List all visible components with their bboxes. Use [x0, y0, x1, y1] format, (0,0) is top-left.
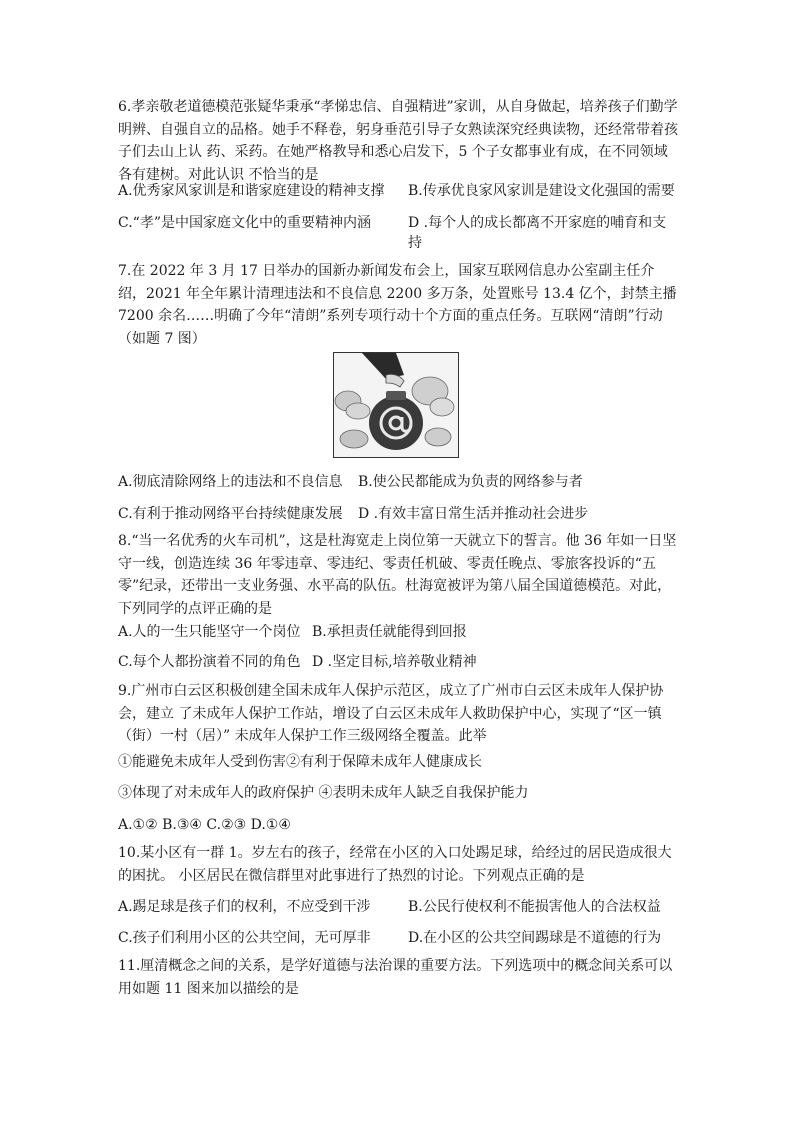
- question-9-stem: 9.广州市白云区积极创建全国未成年人保护示范区，成立了广州市白云区未成年人保护协会，建立 了未成年人保护工作站，增设了白云区未成年人救助保护中心，实现了“区一镇（街）一村（居）” 未成年人保护工作三级网络全覆盖。此举: [118, 683, 664, 744]
- question-6-stem: 6.孝亲敬老道德模范张疑华秉承“孝悌忠信、自强精进”家训，从自身做起，培养孩子们勤学明辨、自强自立的品格。她手不释卷，躬身垂范引导子女熟读深究经典读物，还经常带着孩子们去山上认 药、采药。在她严格教导和悉心启发下，5 个子女都事业有成，在不同领域各有建树。对此认识 不恰当的是: [118, 99, 678, 183]
- question-10-option-d: D.在小区的公共空间踢球是不道德的行为: [408, 930, 662, 946]
- question-7-option-b: B.使公民都能成为负责的网络参与者: [358, 474, 583, 490]
- question-10-option-b: B.公民行使权利不能损害他人的合法权益: [408, 899, 661, 915]
- question-6-option-c: C.“孝”是中国家庭文化中的重要精神内涵: [118, 215, 371, 231]
- question-9-items-line1: ①能避免未成年人受到伤害②有利于保障未成年人健康成长: [118, 754, 482, 770]
- question-7-figure: [333, 352, 459, 458]
- question-8-option-b: B.承担责任就能得到回报: [312, 624, 467, 640]
- question-8-stem: 8.“当一名优秀的火车司机”，这是杜海宽走上岗位第一天就立下的誓言。他 36 年如一日坚守一线，创造连续 36 年零违章、零违纪、零责任机破、零责任晚点、零旅客投诉的“五零”纪录，还带出一支业务强、水平高的队伍。杜海宽被评为第八届全国道德模范。对此，下列同学的点评正确的是: [118, 533, 677, 617]
- question-7-stem: 7.在 2022 年 3 月 17 日举办的国新办新闻发布会上，国家互联网信息办公室副主任介绍，2021 年全年累计清理违法和不良信息 2200 多万条，处置账号 13.4 亿个，封禁主播 7200 余名……明确了今年“清朗”系列专项行动十个方面的重点任务。互联网“清朗”行动（如题 7 图）: [118, 263, 677, 347]
- question-9-options: A.①② B.③④ C.②③ D.①④: [118, 817, 291, 833]
- question-6-option-d: D .每个人的成长都离不开家庭的哺育和支持: [408, 215, 667, 251]
- question-8-option-d: D .坚定目标,培养敬业精神: [312, 654, 477, 670]
- question-9-items-line2: ③体现了对未成年人的政府保护 ④表明未成年人缺乏自我保护能力: [118, 785, 529, 801]
- question-8-option-a: A.人的一生只能坚守一个岗位: [118, 624, 301, 640]
- question-10-option-a: A.踢足球是孩子们的权利，不应受到干涉: [118, 899, 371, 915]
- question-10-option-c: C.孩子们利用小区的公共空间，无可厚非: [118, 930, 371, 946]
- question-6-option-a: A.优秀家风家训是和谐家庭建设的精神支撑: [118, 183, 385, 199]
- at-sign-cartoon-icon: [334, 353, 458, 457]
- question-7-option-c: C.有利于推动网络平台持续健康发展: [118, 506, 343, 522]
- question-7-option-a: A.彻底清除网络上的违法和不良信息: [118, 474, 343, 490]
- question-10-stem: 10.某小区有一群 1。岁左右的孩子，经常在小区的入口处踢足球，给经过的居民造成很大的困扰。 小区居民在微信群里对此事进行了热烈的讨论。下列观点正确的是: [118, 845, 672, 884]
- question-11-stem: 11.厘清概念之间的关系，是学好道德与法治课的重要方法。下列选项中的概念间关系可以用如题 11 图来加以描绘的是: [118, 958, 673, 997]
- question-7-option-d: D .有效丰富日常生活并推动社会进步: [358, 506, 589, 522]
- question-6-option-b: B.传承优良家风家训是建设文化强国的需要: [408, 183, 675, 199]
- question-8-option-c: C.每个人都扮演着不同的角色: [118, 654, 301, 670]
